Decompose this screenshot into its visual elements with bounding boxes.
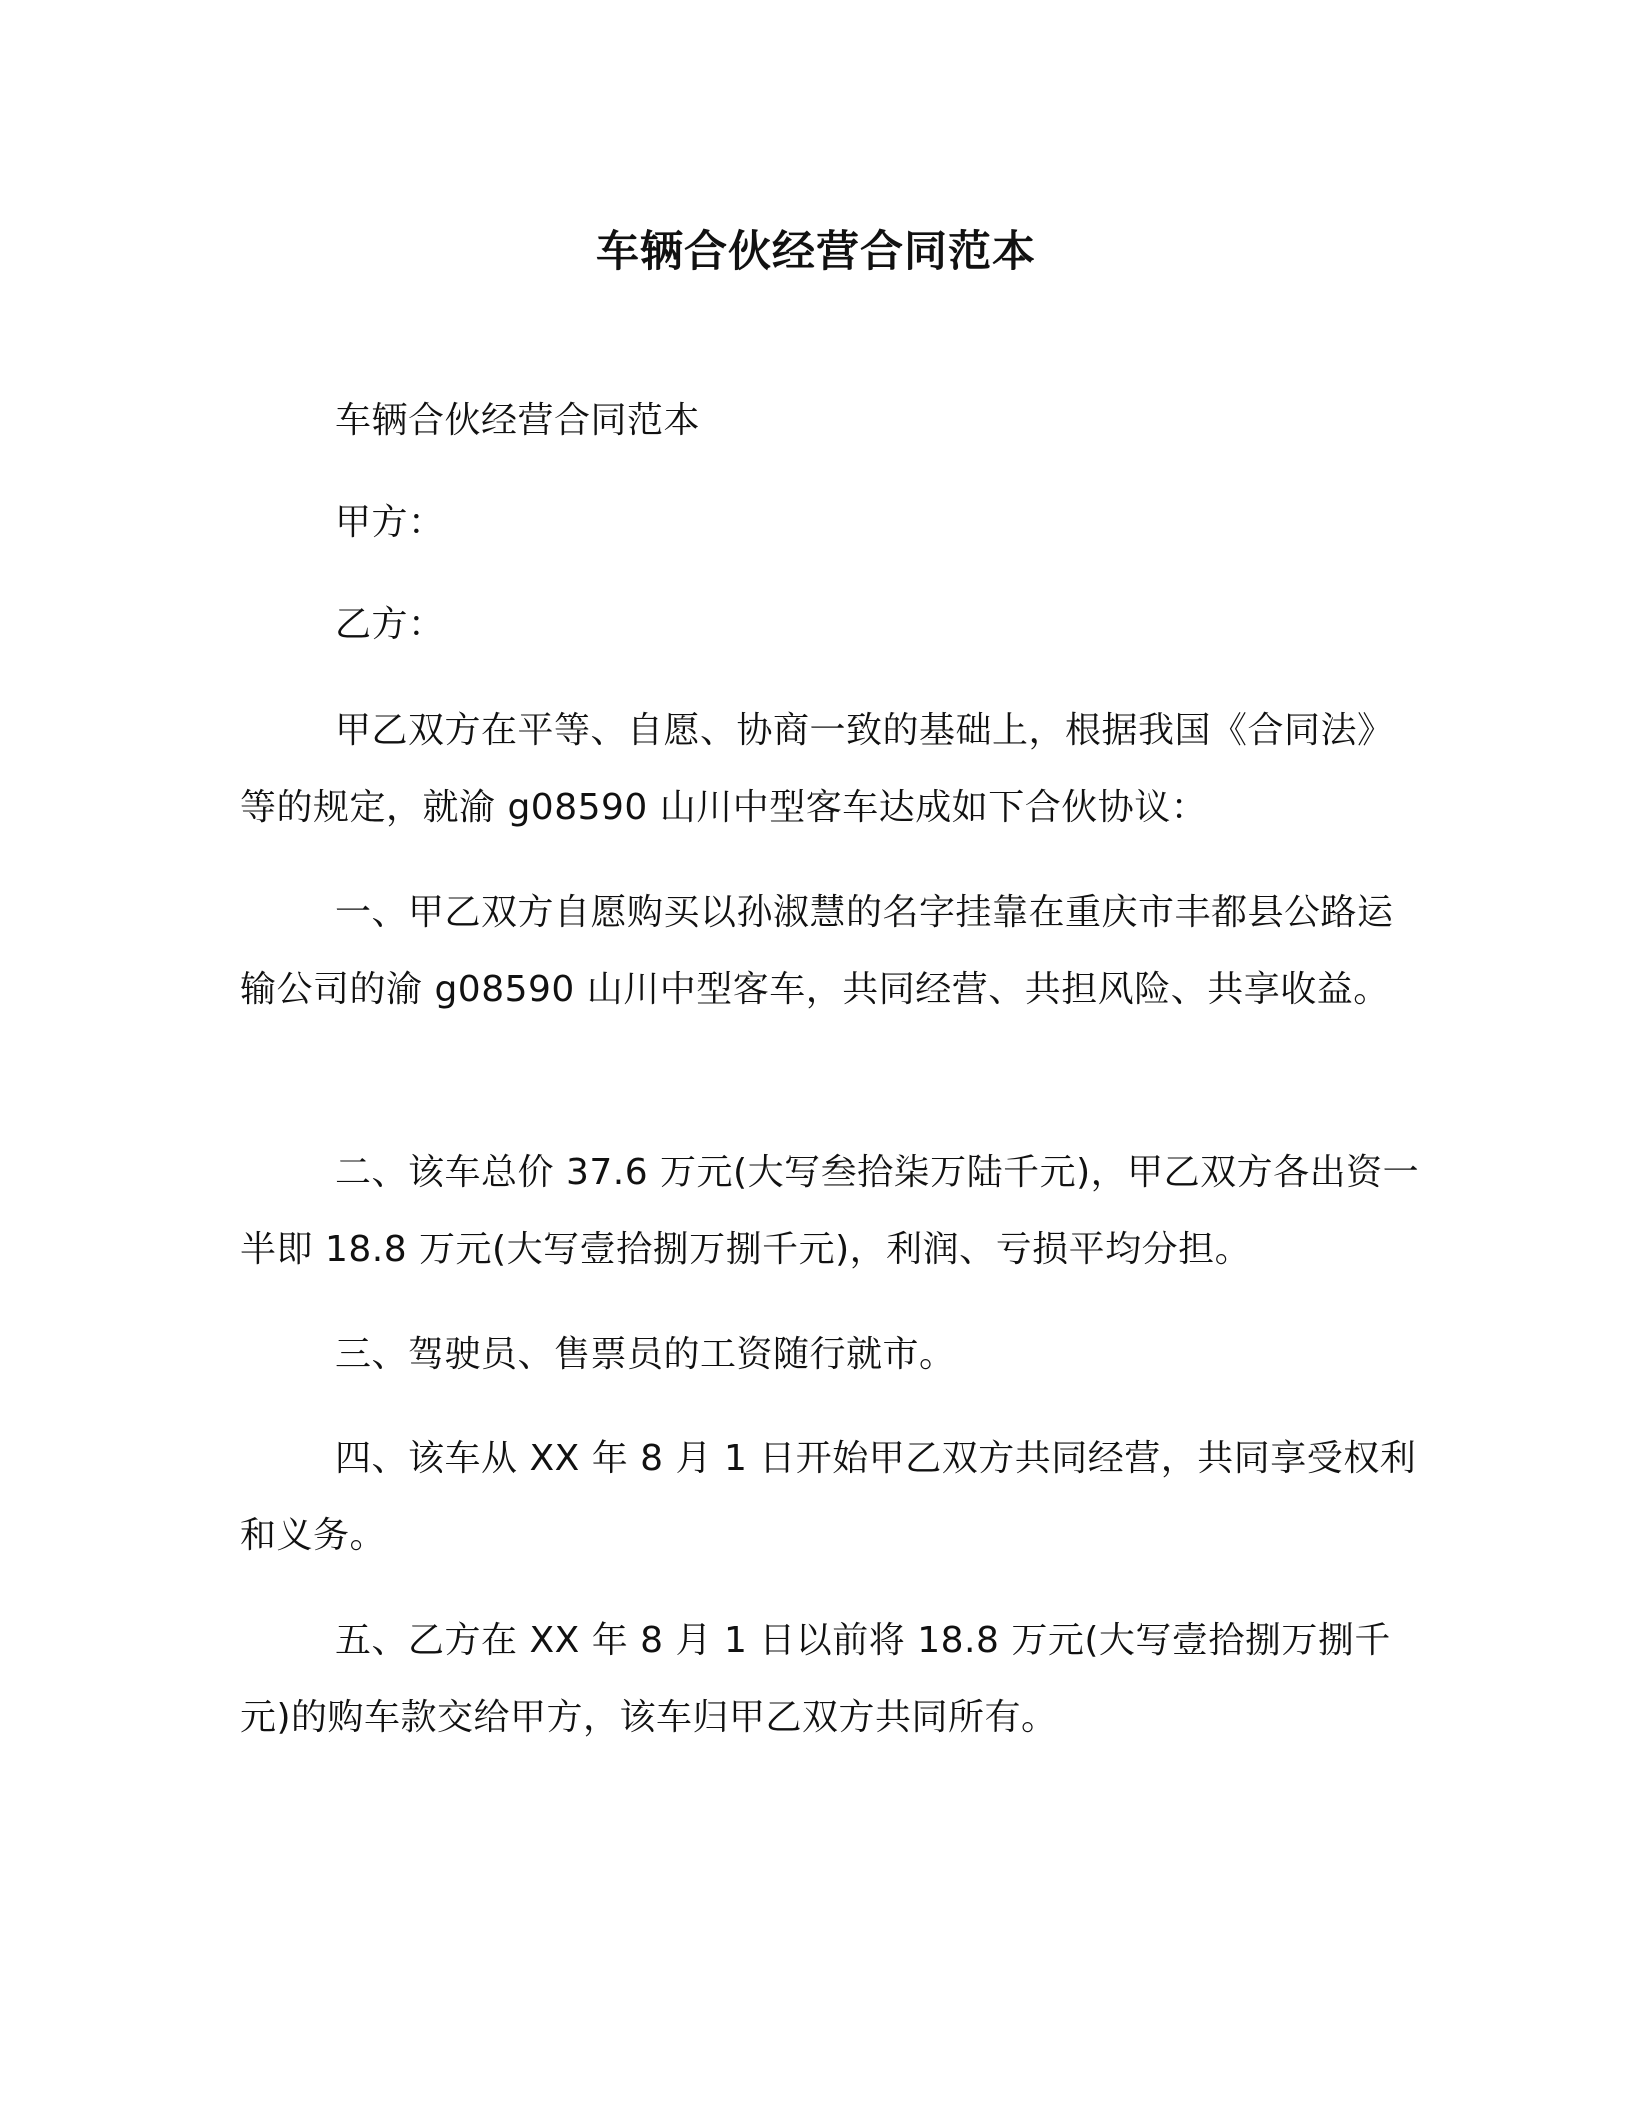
clause-4: 四、该车从 XX 年 8 月 1 日开始甲乙双方共同经营，共同享受权利和义务。 (240, 1438, 1417, 1556)
clause-2: 二、该车总价 37.6 万元(大写叁拾柒万陆千元)，甲乙双方各出资一半即 18.8 万元(大写壹拾捌万捌千元)，利润、亏损平均分担。 (240, 1152, 1420, 1270)
document-subtitle: 车辆合伙经营合同范本 (335, 400, 701, 441)
clause-5: 五、乙方在 XX 年 8 月 1 日以前将 18.8 万元(大写壹拾捌万捌千元)的购车款交给甲方，该车归甲乙双方共同所有。 (240, 1620, 1391, 1738)
clause-3: 三、驾驶员、售票员的工资随行就市。 (335, 1334, 956, 1375)
document-title: 车辆合伙经营合同范本 (596, 227, 1036, 277)
intro-paragraph: 甲乙双方在平等、自愿、协商一致的基础上，根据我国《合同法》等的规定，就渝 g08590 山川中型客车达成如下合伙协议： (240, 710, 1394, 828)
party-a-label: 甲方： (335, 502, 445, 543)
clause-1: 一、甲乙双方自愿购买以孙淑慧的名字挂靠在重庆市丰都县公路运输公司的渝 g08590 山川中型客车，共同经营、共担风险、共享收益。 (240, 892, 1394, 1010)
party-b-label: 乙方： (335, 604, 445, 645)
